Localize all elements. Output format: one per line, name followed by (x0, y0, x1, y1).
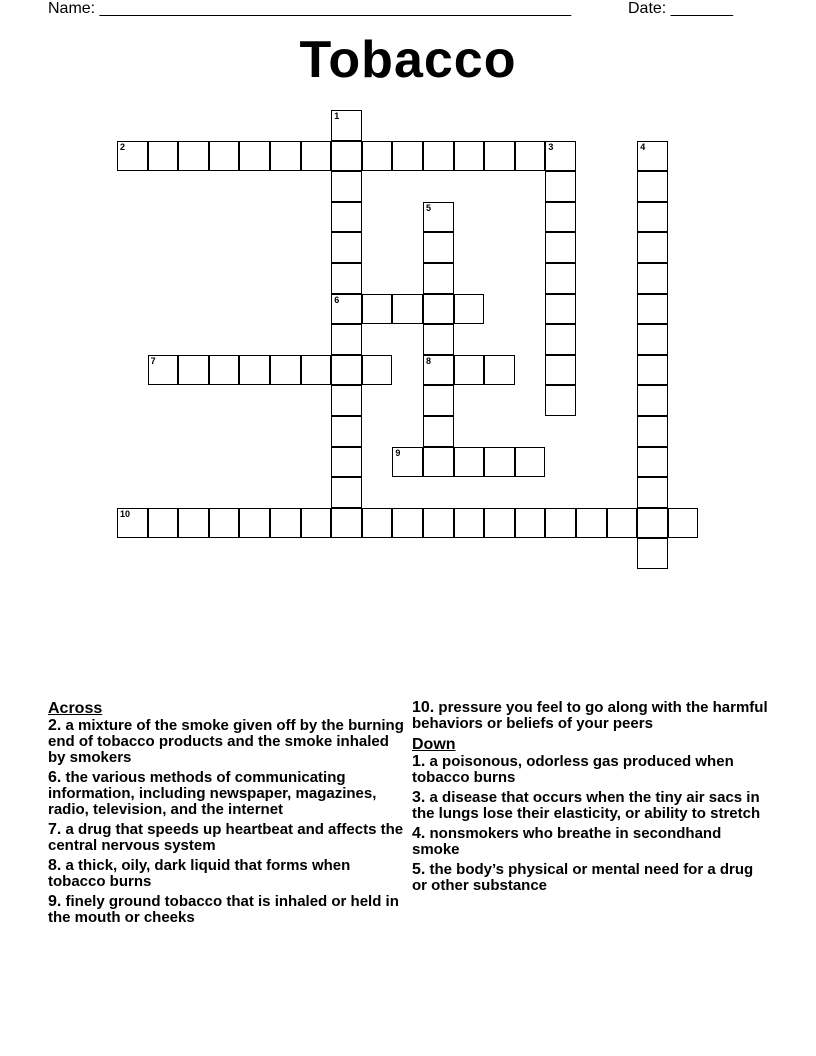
crossword-cell[interactable] (301, 355, 332, 386)
clue-text: a mixture of the smoke given off by the burning end of tobacco products and the smoke inhaled by smokers (48, 717, 404, 766)
crossword-cell[interactable] (515, 447, 546, 478)
crossword-cell[interactable] (270, 355, 301, 386)
crossword-cell[interactable] (454, 508, 485, 539)
clues-column-right (412, 700, 768, 898)
crossword-cell[interactable] (454, 294, 485, 325)
crossword-cell[interactable] (331, 294, 362, 325)
clue-number: 8. (48, 857, 62, 874)
crossword-cell[interactable] (239, 508, 270, 539)
crossword-cell[interactable] (515, 508, 546, 539)
crossword-cell[interactable] (454, 447, 485, 478)
crossword-cell[interactable] (301, 508, 332, 539)
cell-number: 2 (120, 141, 126, 152)
clue-down-3 (412, 790, 768, 822)
crossword-cell[interactable] (148, 141, 179, 172)
crossword-cell[interactable] (484, 355, 515, 386)
crossword-cell[interactable] (239, 355, 270, 386)
crossword-cell[interactable] (423, 416, 454, 447)
clues-column-left (48, 700, 404, 930)
clue-number: 9. (48, 893, 62, 910)
crossword-cell[interactable] (331, 508, 362, 539)
crossword-cell[interactable] (423, 202, 454, 233)
crossword-cell[interactable] (637, 538, 668, 569)
crossword-cell[interactable] (331, 202, 362, 233)
cell-number: 4 (640, 141, 646, 152)
crossword-cell[interactable] (637, 141, 668, 172)
crossword-cell[interactable] (637, 385, 668, 416)
crossword-cell[interactable] (637, 508, 668, 539)
crossword-cell[interactable] (607, 508, 638, 539)
clue-number: 1. (412, 753, 426, 770)
crossword-cell[interactable] (148, 355, 179, 386)
clue-text: a thick, oily, dark liquid that forms when tobacco burns (48, 857, 351, 890)
name-field-label: Name: _____________________________________________________ (48, 0, 572, 17)
crossword-cell[interactable] (423, 355, 454, 386)
crossword-cell[interactable] (301, 141, 332, 172)
clue-text: a poisonous, odorless gas produced when tobacco burns (412, 753, 734, 786)
crossword-cell[interactable] (331, 110, 362, 141)
crossword-cell[interactable] (637, 171, 668, 202)
crossword-cell[interactable] (423, 263, 454, 294)
crossword-cell[interactable] (209, 355, 240, 386)
cell-number: 9 (395, 447, 401, 458)
crossword-cell[interactable] (545, 141, 576, 172)
crossword-cell[interactable] (362, 355, 393, 386)
crossword-cell[interactable] (423, 232, 454, 263)
page-title: Tobacco (299, 31, 517, 89)
crossword-cell[interactable] (637, 294, 668, 325)
crossword-cell[interactable] (270, 141, 301, 172)
crossword-cell[interactable] (484, 447, 515, 478)
cell-number: 8 (426, 355, 432, 366)
crossword-cell[interactable] (423, 447, 454, 478)
clue-text: finely ground tobacco that is inhaled or held in the mouth or cheeks (48, 893, 399, 926)
across-heading: Across (48, 700, 103, 717)
crossword-cell[interactable] (331, 171, 362, 202)
crossword-cell[interactable] (576, 508, 607, 539)
crossword-cell[interactable] (484, 141, 515, 172)
clue-text: a drug that speeds up heartbeat and affects the central nervous system (48, 821, 404, 854)
crossword-cell[interactable] (637, 355, 668, 386)
crossword-cell[interactable] (423, 324, 454, 355)
crossword-cell[interactable] (392, 447, 423, 478)
crossword-cell[interactable] (545, 232, 576, 263)
crossword-cell[interactable] (331, 385, 362, 416)
crossword-cell[interactable] (209, 508, 240, 539)
clue-across-8 (48, 858, 404, 890)
crossword-cell[interactable] (392, 294, 423, 325)
crossword-cell[interactable] (178, 141, 209, 172)
clue-down-1 (412, 754, 768, 786)
cell-number: 7 (150, 355, 156, 366)
clue-text: nonsmokers who breathe in secondhand smoke (412, 825, 722, 858)
clue-across-6 (48, 770, 404, 818)
crossword-cell[interactable] (331, 355, 362, 386)
cell-number: 10 (120, 508, 131, 519)
cell-number: 5 (426, 202, 432, 213)
crossword-cell[interactable] (270, 508, 301, 539)
crossword-cell[interactable] (545, 171, 576, 202)
crossword-cell[interactable] (637, 202, 668, 233)
crossword-cell[interactable] (545, 508, 576, 539)
crossword-cell[interactable] (423, 294, 454, 325)
clue-text: a disease that occurs when the tiny air sacs in the lungs lose their elasticity, or ability to stretch (412, 789, 761, 822)
cell-number: 1 (334, 111, 340, 121)
crossword-cell[interactable] (331, 416, 362, 447)
date-field-label: Date: _______ (628, 0, 733, 17)
clue-number: 10. (412, 699, 435, 716)
clue-across-2 (48, 718, 404, 766)
clue-number: 4. (412, 825, 426, 842)
crossword-cell[interactable] (117, 141, 148, 172)
clue-across-10 (412, 700, 768, 732)
crossword-cell[interactable] (637, 324, 668, 355)
crossword-cell[interactable] (454, 355, 485, 386)
crossword-cell[interactable] (362, 294, 393, 325)
clue-number: 3. (412, 789, 426, 806)
crossword-cell[interactable] (209, 141, 240, 172)
crossword-cell[interactable] (392, 508, 423, 539)
down-heading: Down (412, 736, 456, 753)
crossword-cell[interactable] (637, 477, 668, 508)
crossword-cell[interactable] (362, 141, 393, 172)
clue-number: 5. (412, 861, 426, 878)
clue-down-5 (412, 862, 768, 894)
crossword-cell[interactable] (545, 294, 576, 325)
crossword-cell[interactable] (545, 202, 576, 233)
crossword-cell[interactable] (331, 477, 362, 508)
crossword-cell[interactable] (668, 508, 699, 539)
crossword-cell[interactable] (545, 324, 576, 355)
crossword-cell[interactable] (331, 447, 362, 478)
crossword-cell[interactable] (362, 508, 393, 539)
clue-across-9 (48, 894, 404, 926)
crossword-cell[interactable] (515, 141, 546, 172)
clue-number: 2. (48, 717, 62, 734)
crossword-cell[interactable] (331, 232, 362, 263)
crossword-cell[interactable] (331, 263, 362, 294)
clue-number: 6. (48, 769, 62, 786)
cell-number: 3 (548, 141, 554, 152)
crossword-cell[interactable] (331, 141, 362, 172)
crossword-cell[interactable] (148, 508, 179, 539)
crossword-cell[interactable] (239, 141, 270, 172)
crossword-cell[interactable] (545, 263, 576, 294)
cell-number: 6 (334, 294, 340, 305)
crossword-cell[interactable] (423, 508, 454, 539)
clue-down-4 (412, 826, 768, 858)
crossword-cell[interactable] (637, 416, 668, 447)
clue-text: pressure you feel to go along with the harmful behaviors or beliefs of your peers (412, 699, 768, 732)
crossword-cell[interactable] (484, 508, 515, 539)
crossword-cell[interactable] (545, 355, 576, 386)
crossword-cell[interactable] (178, 508, 209, 539)
crossword-cell[interactable] (331, 324, 362, 355)
clue-text: the various methods of communicating information, including newspaper, magazines, radio, television, and the internet (48, 769, 377, 818)
crossword-cell[interactable] (637, 263, 668, 294)
crossword-cell[interactable] (117, 508, 148, 539)
clue-text: the body’s physical or mental need for a drug or other substance (412, 861, 754, 894)
clue-number: 7. (48, 821, 62, 838)
crossword-cell[interactable] (392, 141, 423, 172)
crossword-cell[interactable] (545, 385, 576, 416)
crossword-cell[interactable] (423, 141, 454, 172)
crossword-cell[interactable] (423, 385, 454, 416)
crossword-cell[interactable] (637, 447, 668, 478)
crossword-cell[interactable] (178, 355, 209, 386)
crossword-cell[interactable] (637, 232, 668, 263)
crossword-cell[interactable] (454, 141, 485, 172)
clue-across-7 (48, 822, 404, 854)
